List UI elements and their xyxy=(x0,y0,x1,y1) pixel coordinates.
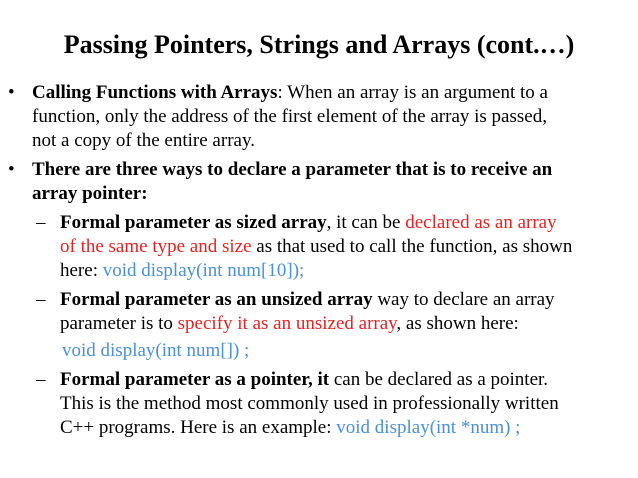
sub1-red1: declared as an array xyxy=(405,212,557,233)
bullet1-bold: Calling Functions with Arrays xyxy=(32,82,278,103)
sub1-line3 xyxy=(60,260,304,282)
sub1-text3: here: xyxy=(60,260,103,281)
sub2-line2 xyxy=(60,313,519,335)
sub1-red2: of the same type and size xyxy=(60,236,252,257)
sub3-line3 xyxy=(60,417,520,439)
sub3-line1 xyxy=(60,369,548,391)
bullet-marker: • xyxy=(8,159,15,180)
bullet1-line2: function, only the address of the first element of the array is passed, xyxy=(32,106,547,127)
sub3-code: void display(int *num) ; xyxy=(336,417,521,438)
sub1-text2: as that used to call the function, as shown xyxy=(251,236,573,257)
sub3-text3: C++ programs. Here is an example: xyxy=(60,417,337,438)
sub1-line2 xyxy=(60,236,572,258)
sub1-bold: Formal parameter as sized array xyxy=(60,212,327,233)
sub3-bold: Formal parameter as a pointer, it xyxy=(60,369,330,390)
sub1-code: void display(int num[10]); xyxy=(102,260,305,281)
sub2-text2: parameter is to xyxy=(60,313,178,334)
sub2-red: specify it as an unsized array xyxy=(177,313,397,334)
sub2-text3: , as shown here: xyxy=(396,313,519,334)
sub1-line1 xyxy=(60,212,557,234)
sub2-line1 xyxy=(60,289,555,311)
sub3-text1: can be declared as a pointer. xyxy=(329,369,549,390)
bullet2-line1: There are three ways to declare a parameter that is to receive an xyxy=(32,159,553,180)
bullet1-line3: not a copy of the entire array. xyxy=(32,130,255,151)
bullet1-line1 xyxy=(32,82,548,104)
bullet2-line2: array pointer: xyxy=(32,183,148,204)
sub3-line2: This is the method most commonly used in professionally written xyxy=(60,393,559,414)
bullet1-text1: : When an array is an argument to a xyxy=(277,82,548,103)
dash-marker: – xyxy=(36,369,46,390)
sub2-code: void display(int num[]) ; xyxy=(62,340,250,361)
slide-title: Passing Pointers, Strings and Arrays (cont.…) xyxy=(63,30,575,59)
sub2-text1: way to declare an array xyxy=(372,289,555,310)
dash-marker: – xyxy=(36,212,46,233)
dash-marker: – xyxy=(36,289,46,310)
sub1-text1: , it can be xyxy=(326,212,406,233)
bullet-marker: • xyxy=(8,82,15,103)
sub2-bold: Formal parameter as an unsized array xyxy=(60,289,373,310)
